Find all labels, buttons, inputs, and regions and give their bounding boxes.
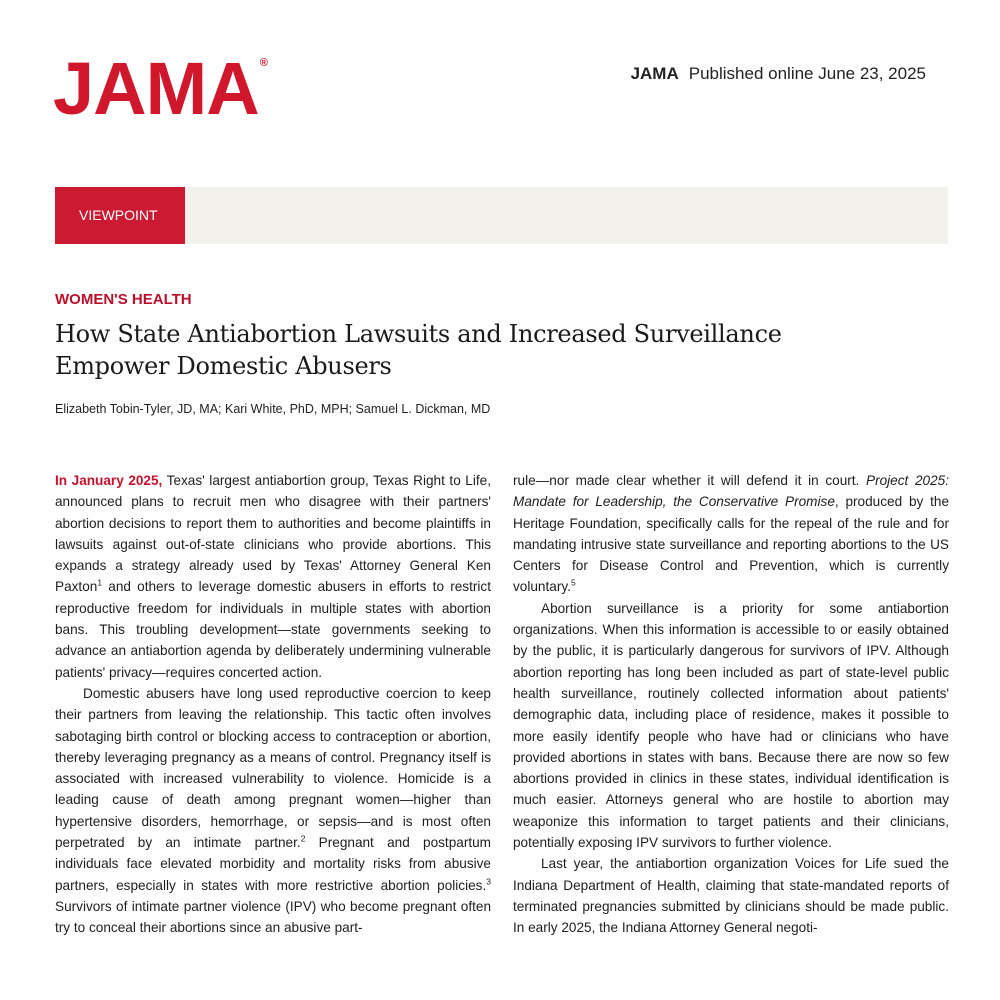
- paragraph-4: Abortion surveillance is a priority for some antiabortion organizations. When this information is accessible to or easily obtained by the public, it is particularly dangerous for survivors of IPV. Although abortion reporting has long been included as part of state-level public health surveillance, routinely collected information about patients' demographic data, including place of residence, makes it possible to more easily identify people who have had or clinicians who have provided abortions in states with bans. Because there are now so few abortions provided in clinics in these states, individual identification is much easier. Attorneys general who are hostile to abortion may weaponize this information to target patients and their clinicians, potentially exposing IPV survivors to further violence.: [513, 600, 949, 851]
- reference-3-link[interactable]: 3: [486, 876, 491, 887]
- paragraph-3: [513, 470, 949, 598]
- paragraph-5: Last year, the antiabortion organization Voices for Life sued the Indiana Department of Health, claiming that state-mandated reports of terminated pregnancies submitted by clinicians should be made public. In early 2025, the Indiana Attorney General negoti-: [513, 856, 949, 936]
- publication-info: [631, 64, 926, 84]
- paragraph-2: [55, 683, 491, 939]
- reference-2-link[interactable]: 2: [300, 833, 306, 844]
- logo-text: JAMA: [53, 47, 259, 130]
- article-type-band: [55, 187, 948, 244]
- body-column-left: [55, 470, 491, 939]
- article-type-label: VIEWPOINT: [55, 187, 185, 244]
- article-title: How State Antiabortion Lawsuits and Increased Surveillance Empower Domestic Abusers: [55, 320, 782, 380]
- paragraph-3-text-a: rule—nor made clear whether it will defend it in court.: [513, 473, 866, 488]
- published-date: Published online June 23, 2025: [688, 64, 926, 83]
- body-column-right: [513, 470, 949, 939]
- paragraph-2-text-a: Domestic abusers have long used reproductive coercion to keep their partners from leaving the relationship. This tactic often involves sabotaging birth control or blocking access to contraception or abortion, thereby leveraging pregnancy as a means of control. Pregnancy itself is associated with increased vulnerability to violence. Homicide is a leading cause of death among pregnant women—higher than hypertensive disorders, hemorrhage, or sepsis—and is most often perpetrated by an intimate partner.: [55, 685, 491, 851]
- reference-1-link[interactable]: 1: [97, 577, 103, 588]
- jama-logo: [53, 47, 267, 148]
- paragraph-3-text-b: , produced by the Heritage Foundation, specifically calls for the repeal of the rule and for mandating intrusive state surveillance and reporting abortions to the US Centers for Disease Control and Prevention, which is currently voluntary.: [513, 494, 950, 595]
- paragraph-1-text-a: Texas' largest antiabortion group, Texas Right to Life, announced plans to recruit men who disagree with their partners' abortion decisions to report them to authorities and become plaintiffs in lawsuits against out-of-state clinicians who provide abortions. This expands a strategy already used by Texas' Attorney General Ken Paxton: [55, 473, 491, 595]
- registered-mark: ®: [259, 57, 267, 69]
- section-label: WOMEN'S HEALTH: [55, 291, 192, 308]
- paragraph-3-italic: Project 2025: Mandate for Leadership, the Conservative Promise: [513, 473, 949, 510]
- lead-in: In January 2025,: [55, 473, 163, 488]
- paragraph-2-text-c: Survivors of intimate partner violence (IPV) who become pregnant often try to conceal their abortions since an abusive part-: [55, 898, 491, 936]
- journal-name: JAMA: [630, 64, 679, 83]
- reference-5-link[interactable]: 5: [570, 577, 576, 588]
- paragraph-1-text-b: and others to leverage domestic abusers in efforts to restrict reproductive freedom for individuals in multiple states with abortion bans. This troubling development—state governments seeking to advance an antiabortion agenda by deliberately undermining vulnerable patients' privacy—requires concerted action.: [55, 579, 491, 680]
- paragraph-2-text-b: Pregnant and postpartum individuals face elevated morbidity and mortality risks from abusive partners, especially in states with more restrictive abortion policies.: [55, 835, 492, 893]
- author-list: Elizabeth Tobin-Tyler, JD, MA; Kari White, PhD, MPH; Samuel L. Dickman, MD: [55, 402, 491, 416]
- paragraph-1: [55, 470, 491, 683]
